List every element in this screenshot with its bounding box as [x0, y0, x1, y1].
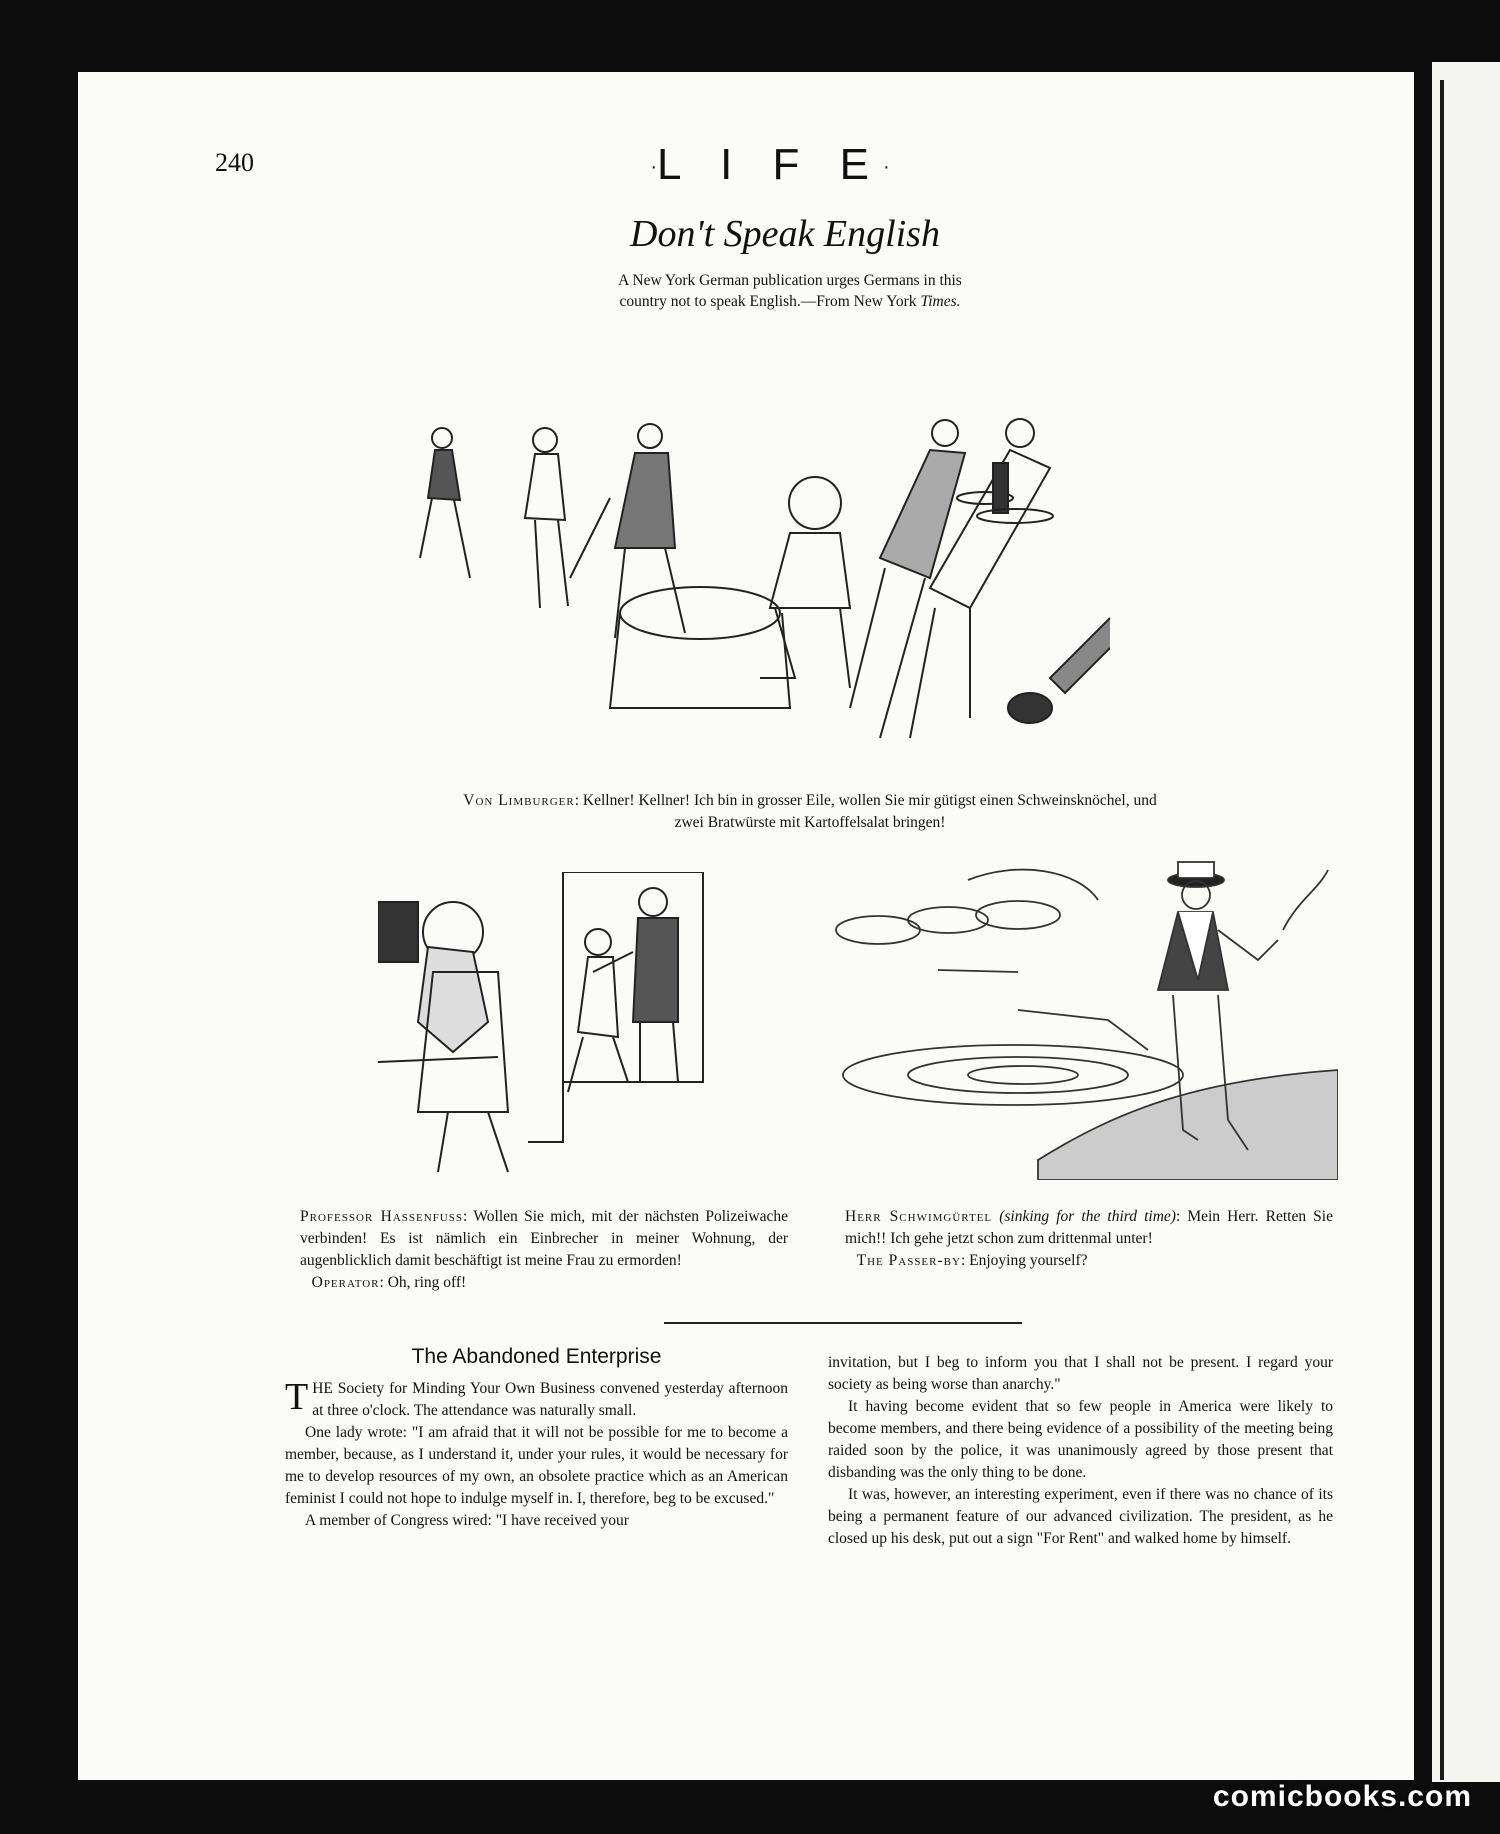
caption-telephone	[300, 1206, 788, 1294]
article-paragraph-6: It was, however, an interesting experiment, even if there was no chance of its being a permanent feature of our advanced civilization. The president, as he closed up his desk, put out a sign "For Rent" and walked home by himself.	[828, 1486, 1333, 1547]
masthead: ·L I F E·	[650, 140, 890, 189]
drowning-illustration	[818, 860, 1338, 1180]
article-paragraph-1: HE Society for Minding Your Own Business convened yesterday afternoon at three o'clock. The attendance was naturally small.	[312, 1380, 788, 1419]
article-column-left	[285, 1346, 788, 1532]
lede-line-2: country not to speak English.—From New York	[619, 293, 917, 310]
caption-passerby-speaker: The Passer-by	[856, 1252, 961, 1269]
watermark: comicbooks.com	[1212, 1780, 1472, 1813]
caption-drowning	[845, 1206, 1333, 1272]
caption-operator-text: : Oh, ring off!	[379, 1274, 467, 1291]
article-paragraph-4: invitation, but I beg to inform you that I shall not be present. I regard your society as being worse than anarchy."	[828, 1354, 1333, 1393]
caption-restaurant-speaker: Von Limburger	[463, 792, 575, 809]
caption-restaurant	[450, 790, 1170, 834]
lede-line-1: A New York German publication urges Germans in this	[618, 272, 962, 289]
article-paragraph-2: One lady wrote: "I am afraid that it will not be possible for me to become a member, because, as I understand it, under your rules, it would be necessary for me to develop resources of my own, an obsolete practice which as an American feminist I could not hope to indulge myself in. I, therefore, beg to be excused."	[285, 1424, 788, 1507]
article-paragraph-5: It having become evident that so few people in America were likely to become members, and there being evidence of a possibility of the meeting being raided soon by the police, it was unanimously agreed by those present that disbanding was the only thing to be done.	[828, 1398, 1333, 1481]
headline: Don't Speak English	[630, 213, 940, 255]
caption-telephone-speaker: Professor Hassenfuss	[300, 1208, 463, 1225]
caption-telephone-text: : Wollen Sie mich, mit der nächsten Polizeiwache verbinden! Es ist nämlich ein Einbrecher in meiner Wohnung, der augenblicklich damit beschäftigt ist meine Frau zu ermorden!	[300, 1208, 788, 1269]
lede-source: Times.	[920, 293, 961, 310]
article-paragraph-3: A member of Congress wired: "I have received your	[305, 1512, 629, 1529]
article-title: The Abandoned Enterprise	[411, 1345, 662, 1368]
restaurant-illustration	[410, 408, 1110, 778]
caption-drowning-aside: (sinking for the third time)	[999, 1208, 1176, 1225]
article-dropcap: T	[285, 1376, 309, 1418]
page-number: 240	[215, 148, 254, 177]
caption-passerby-text: : Enjoying yourself?	[960, 1252, 1088, 1269]
lede	[480, 270, 1100, 312]
caption-operator-speaker: Operator	[311, 1274, 380, 1291]
caption-restaurant-text: : Kellner! Kellner! Ich bin in grosser Eile, wollen Sie mir gütigst einen Schweinsknöchel, und zwei Bratwürste mit Kartoffelsalat bringen!	[574, 792, 1157, 831]
caption-drowning-text: : Mein Herr. Retten Sie mich!! Ich gehe jetzt schon zum drittenmal unter!	[845, 1208, 1333, 1247]
article-column-right	[828, 1352, 1333, 1550]
masthead-title: L I F E	[657, 140, 883, 189]
caption-drowning-speaker: Herr Schwimgürtel	[845, 1208, 993, 1225]
section-divider	[664, 1322, 1022, 1324]
telephone-illustration	[378, 872, 708, 1192]
next-page-rule	[1440, 80, 1444, 1780]
